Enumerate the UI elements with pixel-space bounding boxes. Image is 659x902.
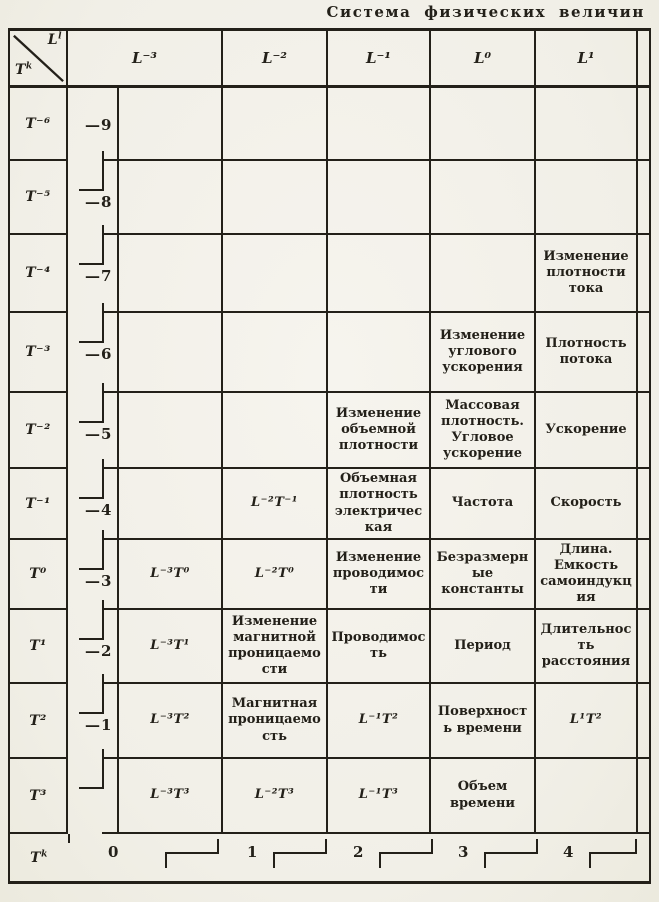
row-label: T² [10, 684, 68, 759]
sliver-cell [638, 393, 649, 469]
table-cell [536, 88, 638, 161]
sliver-cell [638, 235, 649, 313]
staircase-cell [68, 393, 119, 469]
staircase-cell [68, 684, 119, 759]
table-cell [328, 235, 431, 313]
sliver-cell [638, 313, 649, 393]
table-cell [119, 235, 223, 313]
diagonal-number: —4 [85, 501, 113, 519]
dimension-table [8, 28, 651, 884]
table-cell: Плотность потока [536, 313, 638, 393]
table-cell [328, 161, 431, 235]
table-cell: Безразмерные константы [431, 540, 536, 610]
footer-number: 1 [247, 843, 258, 861]
table-cell [328, 313, 431, 393]
staircase-step-icon [79, 600, 104, 640]
diagonal-number: —5 [85, 425, 113, 443]
table-cell [119, 88, 223, 161]
row-label: T⁻¹ [10, 469, 68, 540]
table-cell: L⁻²T⁻¹ [223, 469, 328, 540]
table-cell: L⁻³T¹ [119, 610, 223, 684]
row-label: T⁻² [10, 393, 68, 469]
column-header: L⁻¹ [328, 31, 431, 88]
footer-number: 3 [458, 843, 469, 861]
row-label: T⁰ [10, 540, 68, 610]
table-cell: Длина. Емкость самоиндукция [536, 540, 638, 610]
table-cell [223, 313, 328, 393]
sliver-cell [638, 540, 649, 610]
table-cell: L¹T² [536, 684, 638, 759]
table-cell [119, 161, 223, 235]
table-cell: Длительность расстояния [536, 610, 638, 684]
corner-l-label: $L^l$ [47, 31, 62, 48]
diagonal-number: —6 [85, 345, 113, 363]
corner-cell [10, 31, 68, 88]
table-cell [431, 235, 536, 313]
staircase-cell [68, 610, 119, 684]
table-cell: Объемная плотность электрическая [328, 469, 431, 540]
row-label: T⁻⁵ [10, 161, 68, 235]
table-cell: L⁻²T⁰ [223, 540, 328, 610]
table-cell: Объем времени [431, 759, 536, 834]
table-cell [223, 235, 328, 313]
table-cell: Массовая плотность. Угловое ускорение [431, 393, 536, 469]
table-cell [119, 313, 223, 393]
diagonal-number: —7 [85, 267, 113, 285]
diagonal-number: —2 [85, 642, 113, 660]
staircase-cell [68, 313, 119, 393]
staircase-step-icon [79, 459, 104, 499]
sliver-cell [638, 610, 649, 684]
table-cell: Частота [431, 469, 536, 540]
column-header: L¹ [536, 31, 638, 88]
table-cell [223, 393, 328, 469]
table-cell [119, 469, 223, 540]
table-cell [223, 161, 328, 235]
staircase-step-icon [79, 151, 104, 191]
footer-number: 4 [563, 843, 574, 861]
corner-t-label: $T^k$ [15, 61, 33, 78]
footer-number: 0 [108, 843, 119, 861]
sliver-cell [638, 161, 649, 235]
table-cell [328, 88, 431, 161]
table-cell: Изменение углового ускорения [431, 313, 536, 393]
staircase-step-icon [79, 674, 104, 714]
staircase-step-icon [273, 839, 327, 871]
diagonal-number: —9 [85, 116, 113, 134]
header-sliver [638, 31, 649, 88]
staircase-step-icon [379, 839, 433, 871]
row-label: T⁻³ [10, 313, 68, 393]
table-cell: Скорость [536, 469, 638, 540]
footer-row-label: $T^k$ [10, 834, 68, 881]
row-label: T³ [10, 759, 68, 834]
sliver-cell [638, 759, 649, 834]
staircase-step-icon [79, 530, 104, 570]
table-cell: L⁻¹T² [328, 684, 431, 759]
table-cell: Период [431, 610, 536, 684]
table-cell: Изменение плотности тока [536, 235, 638, 313]
diagonal-number: —3 [85, 572, 113, 590]
column-header: L⁻² [223, 31, 328, 88]
staircase-cell [68, 759, 119, 834]
row-label: T¹ [10, 610, 68, 684]
table-cell: Ускорение [536, 393, 638, 469]
table-cell: L⁻³T² [119, 684, 223, 759]
staircase-step-icon [484, 839, 538, 871]
table-cell: L⁻¹T³ [328, 759, 431, 834]
diagonal-number: —8 [85, 193, 113, 211]
staircase-step-icon [589, 839, 637, 871]
table-cell: Проводимость [328, 610, 431, 684]
table-cell [536, 759, 638, 834]
table-cell [431, 88, 536, 161]
table-cell [119, 393, 223, 469]
diagonal-number: —1 [85, 716, 113, 734]
table-cell [431, 161, 536, 235]
column-header: L⁻³ [68, 31, 223, 88]
row-label: T⁻⁶ [10, 88, 68, 161]
table-cell: Изменение объемной плотности [328, 393, 431, 469]
table-cell [223, 88, 328, 161]
footer-axis-row [68, 834, 649, 881]
table-cell: Изменение проводимости [328, 540, 431, 610]
staircase-step-icon [79, 303, 104, 343]
staircase-cell [68, 161, 119, 235]
staircase-step-icon [79, 225, 104, 265]
table-cell: Магнитная проницаемость [223, 684, 328, 759]
staircase-cell [68, 235, 119, 313]
sliver-cell [638, 684, 649, 759]
staircase-step-icon [165, 839, 219, 871]
staircase-step-icon [79, 383, 104, 423]
staircase-step-icon [79, 749, 104, 789]
table-cell: Поверхность времени [431, 684, 536, 759]
table-cell: L⁻²T³ [223, 759, 328, 834]
table-cell: L⁻³T³ [119, 759, 223, 834]
table-cell: Изменение магнитной проницаемости [223, 610, 328, 684]
sliver-cell [638, 88, 649, 161]
sliver-cell [638, 469, 649, 540]
page-title: Система физических величин [326, 3, 645, 21]
table-cell: L⁻³T⁰ [119, 540, 223, 610]
table-cell [536, 161, 638, 235]
row-label: T⁻⁴ [10, 235, 68, 313]
footer-number: 2 [353, 843, 364, 861]
column-header: L⁰ [431, 31, 536, 88]
